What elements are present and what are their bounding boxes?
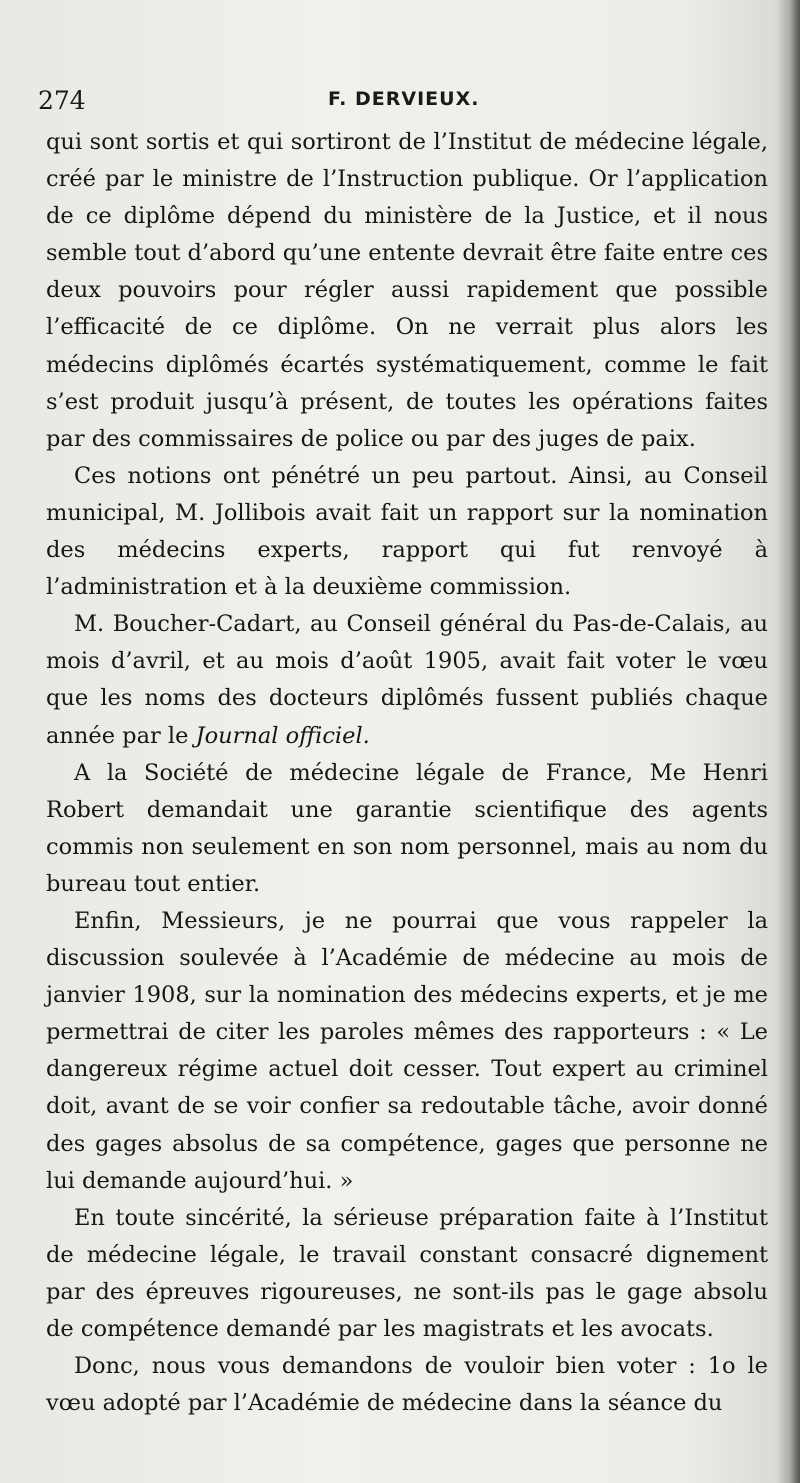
paragraph-continuation: qui sont sortis et qui sortiront de l’Institut de médecine légale, créé par le ministre de l’Instruction publique. Or l’application de ce diplôme dépend du ministère de la Justice, et il nous semble tout d’abord qu’une entente devrait être faite entre ces deux pouvoirs pour régler aussi rapidement que possible l’efficacité de ce diplôme. On ne verrait plus alors les médecins diplômés écartés systématiquement, comme le fait s’est produit jusqu’à présent, de toutes les opérations faites par des commissaires de police ou par des juges de paix. [46,129,768,452]
paragraph-text: M. Boucher-Cadart, au Conseil général du Pas-de-Calais, au mois d’avril, et au mois d’août 1905, avait fait voter le vœu que les noms des docteurs diplômés fussent publiés chaque année par le [46,611,768,749]
paragraph-societe-medecine: A la Société de médecine légale de France, Me Henri Robert demandait une garantie scientifique des agents commis non seulement en son nom personnel, mais au nom du bureau tout entier. [46,759,768,897]
paragraph-donc: Donc, nous vous demandons de vouloir bien voter : 1o le vœu adopté par l’Académie de médecine dans la séance du [46,1353,768,1417]
page-number: 274 [38,86,86,115]
page-edge-shadow [790,0,800,1483]
page-header [38,82,778,122]
running-head-author: F. DERVIEUX. [328,88,480,110]
paragraph-boucher-cadart [46,606,768,754]
journal-officiel-title: Journal officiel. [195,722,370,749]
paragraph-conseil-municipal: Ces notions ont pénétré un peu partout. Ainsi, au Conseil municipal, M. Jollibois avait fait un rapport sur la nomination des médecins experts, rapport qui fut renvoyé à l’administration et à la deuxième commission. [46,462,768,601]
body-text [46,124,768,1422]
paragraph-sincerite: En toute sincérité, la sérieuse préparation faite à l’Institut de médecine légale, le travail constant consacré dignement par des épreuves rigoureuses, ne sont-ils pas le gage absolu de compétence demandé par les magistrats et les avocats. [46,1204,768,1342]
paragraph-academie: Enfin, Messieurs, je ne pourrai que vous rappeler la discussion soulevée à l’Académie de médecine au mois de janvier 1908, sur la nomination des médecins experts, et je me permettrai de citer les paroles mêmes des rapporteurs : « Le dangereux régime actuel doit cesser. Tout expert au criminel doit, avant de se voir confier sa redoutable tâche, avoir donné des gages absolus de sa compétence, gages que personne ne lui demande aujourd’hui. » [46,907,768,1194]
